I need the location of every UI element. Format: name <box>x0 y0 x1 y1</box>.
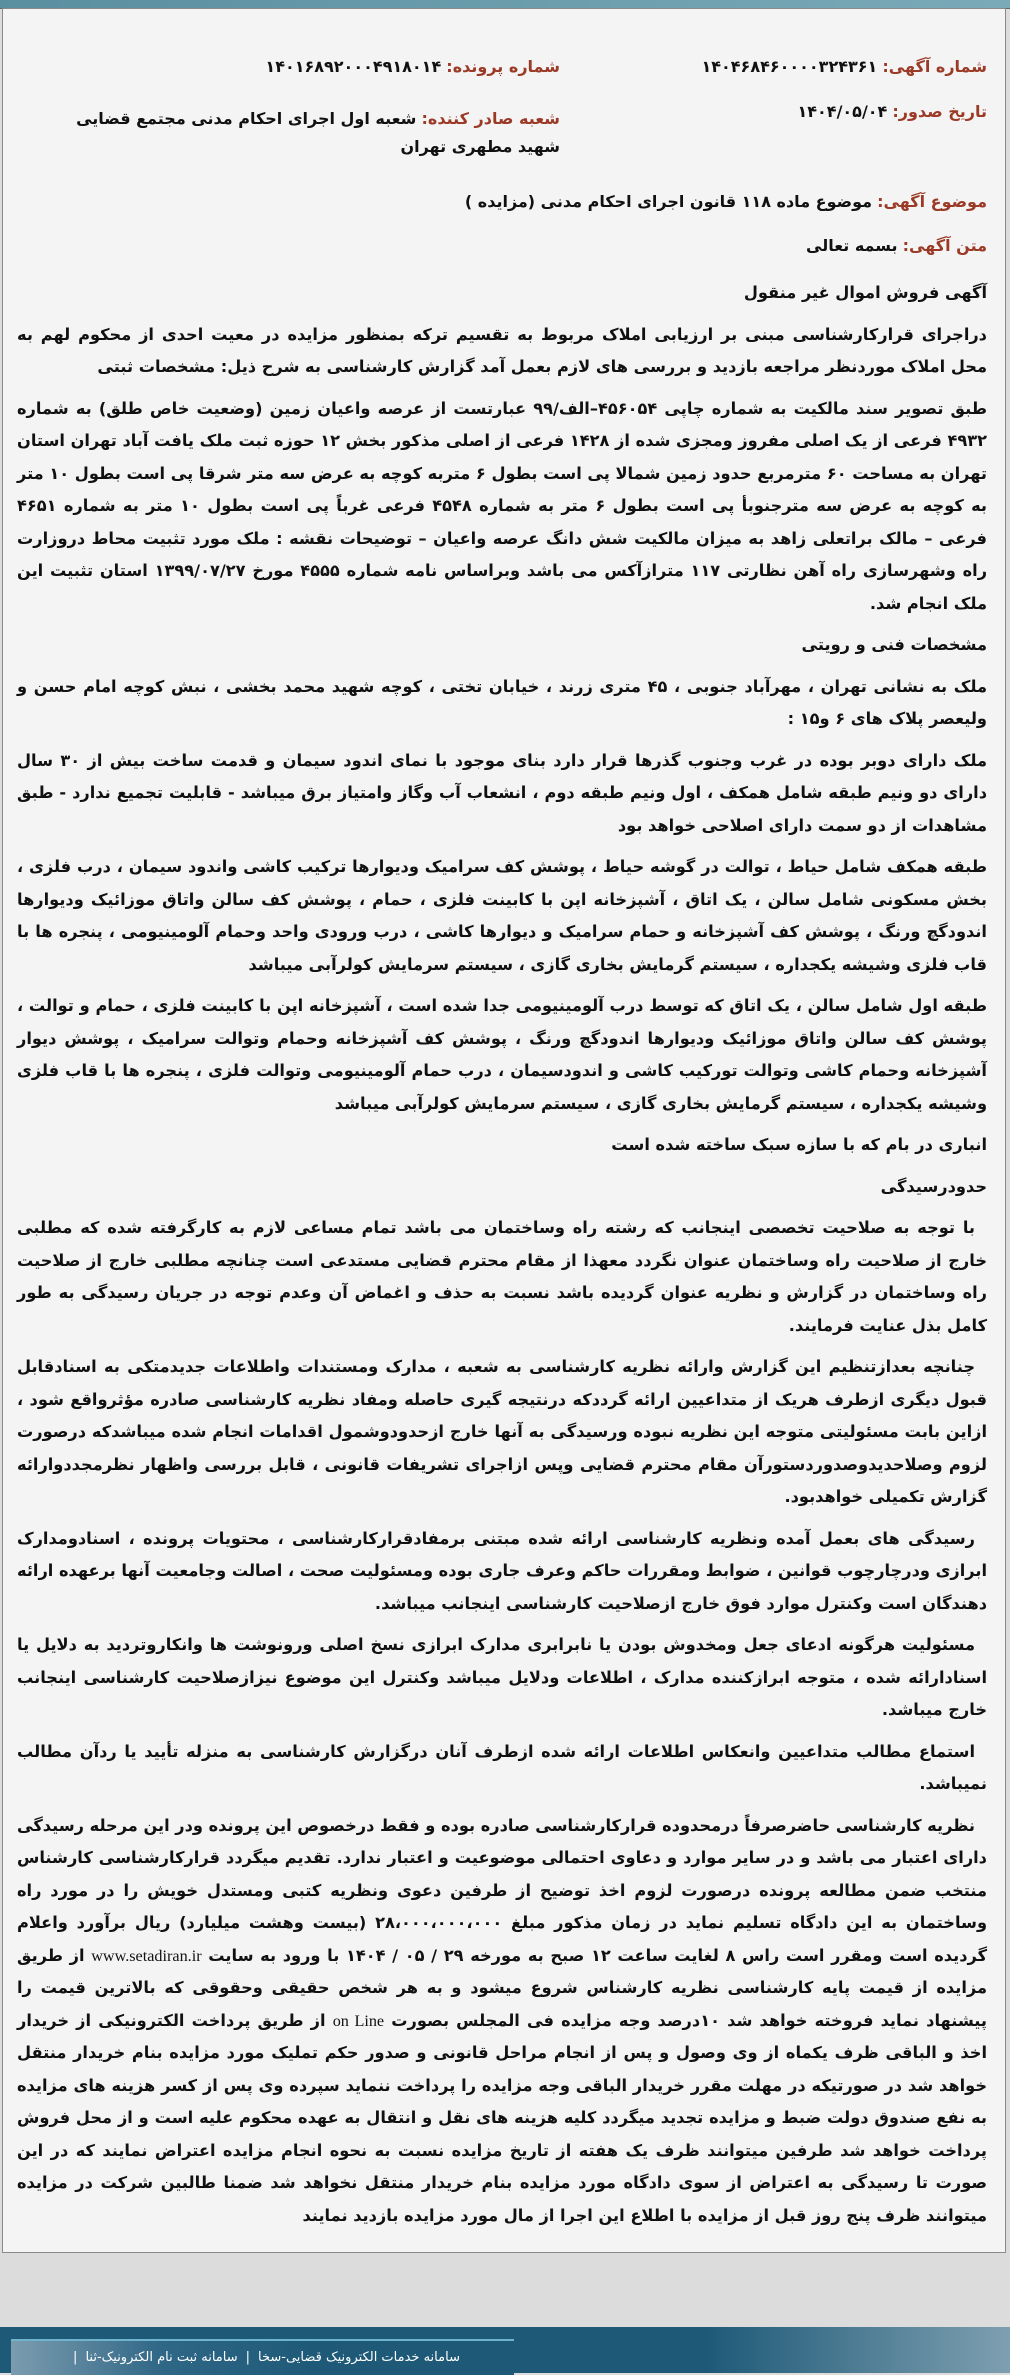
paragraph-storage: انباری در بام که با سازه سبک ساخته شده است <box>611 1135 987 1154</box>
case-number: ۱۴۰۱۶۸۹۲۰۰۰۴۹۱۸۰۱۴ <box>265 57 442 76</box>
paragraph-ground-floor: طبقه همکف شامل حیاط ، توالت در گوشه حیاط ، پوشش کف سرامیک ودیوارها ترکیب کاشی واندود سیمان ، درب فلزی ، بخش مسکونی شامل سالن ، یک اتاق ، آشپزخانه اپن با کابینت فلزی ، حمام ، پوشش کف سالن واتاق موزائیک ودیوارها اندودگچ ورنگ ، پوشش کف آشپزخانه و حمام سرامیک و دیوارها کاشی ، درب ورودی واحد وحمام آلومینیومی ، پنجره ها با قاب فلزی وشیشه یکجداره ، سیستم گرمایش بخاری گازی ، سیستم سرمایش کولرآبی میباشد <box>17 857 987 974</box>
issue-date: ۱۴۰۴/۰۵/۰۴ <box>797 102 888 121</box>
ad-number: ۱۴۰۴۶۸۴۶۰۰۰۰۳۲۴۳۶۱ <box>701 57 878 76</box>
footer-link-sakha[interactable]: سامانه خدمات الکترونیک قضایی-سخا <box>258 2349 460 2365</box>
issuing-branch: شعبه اول اجرای احکام مدنی مجتمع قضایی شهید مطهری تهران <box>76 109 560 156</box>
heading-scope: حدودرسیدگی <box>880 1176 987 1196</box>
issue-date-label: تاریخ صدور: <box>892 102 987 121</box>
issuing-branch-label: شعبه صادر کننده: <box>421 109 560 128</box>
paragraph-first-floor: طبقه اول شامل سالن ، یک اتاق که توسط درب آلومینیومی جدا شده است ، آشپزخانه اپن با کابینت فلزی ، حمام و توالت ، پوشش کف سالن واتاق موزائیک ودیوارها اندودگچ ورنگ ، پوشش کف آشپزخانه وحمام وتوالت سرامیک ، پوشش دیوار آشپزخانه وحمام کاشی وتوالت تورکیب کاشی و اندودسیمان ، درب حمام آلومینیومی وتوالت فلزی ، پنجره ها با قاب فلزی وشیشه یکجداره ، سیستم گرمایش بخاری گازی ، سیستم سرمایش کولرآبی میباشد <box>17 996 987 1113</box>
footer-link-sana[interactable]: سامانه ثبت نام الکترونیک-ثنا <box>85 2349 238 2365</box>
paragraph-registration: طبق تصویر سند مالکیت به شماره چاپی ۴۵۶۰۵۴–الف/۹۹ عبارتست از عرصه واعیان زمین (وضعیت خاص طلق) به شماره ۴۹۳۲ فرعی از یک اصلی مفروز ومجزی شده از ۱۴۲۸ فرعی از اصلی مذکور بخش ۱۲ حوزه ثبت ملک یافت آباد تهران استان تهران به مساحت ۶۰ مترمربع حدود زمین شمالا پی است بطول ۶ متربه کوچه به عرض سه متر شرقا پی است بطول ۱۰ متر به کوچه به عرض سه مترجنوبأ پی است بطول ۶ متر به شماره ۴۵۴۸ فرعی غرباً پی است بطول ۱۰ متر به شماره ۴۶۵۱ فرعی – مالک براتعلی زاهد به میزان مالکیت شش دانگ عرصه واعیان – توضیحات نقشه : ملک مورد تثبیت محاط دروزارت راه وشهرسازی راه آهن نظارتی ۱۱۷ مترازآکس می باشد وبراساس نامه شماره ۴۵۵۵ مورخ ۱۳۹۹/۰۷/۲۷ استان تثبیت این ملک انجام شد. <box>17 398 988 613</box>
text-intro: بسمه تعالی <box>806 236 898 255</box>
paragraph-competence: با توجه به صلاحیت تخصصی اینجانب که رشته راه وساختمان می باشد تمام مساعی لازم به کارگرفته شده که مطلبی خارج از صلاحیت راه وساختمان عنوان نگردد معهذا از مقام محترم قضایی مستدعی است چنانچه مطلبی خارج از صلاحیت راه وساختمان در گزارش و نظریه عنوان گردیده باشد نسبت به حذف و اغماض آن وعدم توجه در جریان رسیدگی به طور کامل بذل عنایت فرمایند. <box>17 1218 987 1335</box>
case-number-row <box>265 57 560 76</box>
issue-date-row <box>798 102 988 121</box>
paragraph-intro: دراجرای قرارکارشناسی مبنی بر ارزیابی املاک مربوط به تقسیم ترکه بمنظور مزایده در معیت احدی از محکوم لهم به محل املاک مورد‌نظر مراجعه بازدید و بررسی های لازم بعمل آمد گزارش کارشناسی به شرح ذیل: مشخصات ثبتی <box>17 324 987 376</box>
subject-row <box>465 192 987 211</box>
subject: موضوع ماده ۱۱۸ قانون اجرای احکام مدنی (مزایده ) <box>464 192 873 211</box>
text-label: متن آگهی: <box>902 236 987 255</box>
auction-terms-part1: نظریه کارشناسی حاضرصرفاً درمحدوده قرارکارشناسی صادره بوده و فقط درخصوص این پرونده ودر این مرحله رسیدگی دارای اعتبار می باشد و در سایر موارد و دعاوی احتمالی موضوعیت و اعتبار ندارد. تقدیم میگردد قرارکارشناسی کارشناس منتخب ضمن مطالعه پرونده درصورت لزوم اخذ توضیح از طرفین دعوی ونظریه کتبی ومستدل خویش را در مورد راه وساختمان به این دادگاه تسلیم نماید در زمان مذکور مبلغ ۲۸،۰۰۰،۰۰۰،۰۰۰ (بیست وهشت میلیارد) ریال برآورد واعلام گردیده است ومقرر است راس ۸ لغایت ساعت ۱۲ صبح به مورخه ۲۹ / ۰۵ / ۱۴۰۴ با ورود به سایت <box>17 1815 988 1965</box>
paragraph-forgery: مسئولیت هرگونه ادعای جعل ومخدوش بودن یا نابرابری مدارک ابرازی نسخ اصلی ورونوشت ها وانکاروتردید به دلایل یا اسنادارائه شده ، متوجه ابرازکننده مدارک ، اطلاعات ودلایل میباشد وکنترل این موضوع نیزازصلاحیت کارشناسی اینجانب خارج میباشد. <box>17 1635 987 1719</box>
paragraph-address: ملک به نشانی تهران ، مهرآباد جنوبی ، ۴۵ متری زرند ، خیابان تختی ، کوچه شهید محمد بخشی ، نبش کوچه امام حسن و ولیعصر پلاک های ۶ و۱۵ : <box>17 676 988 728</box>
notice-body <box>17 277 987 2241</box>
auction-terms-part3: از طریق پرداخت الکترونیکی از خریدار اخذ و الباقی ظرف یکماه از وی وصول و پس از انجام مراحل قانونی و صدور حکم تملیک مورد مزایده بنام خریدار منتقل خواهد شد در صورتیکه در مهلت مقرر خریدار الباقی وجه مزایده را پرداخت ننماید سپرده وی پس از کسر هزینه های مزایده به نفع صندوق دولت ضبط و مزایده تجدید میگردد کلیه هزینه های نقل و انتقال به عهده محکوم علیه است و از محل فروش پرداخت خواهد شد طرفین میتوانند ظرف یک هفته از تاریخ مزایده نسبت به نحوه انجام مزایده اعتراض نمایند که در این صورت تا رسیدگی به اعتراض از سوی دادگاه مورد مزایده بنام خریدار منتقل نخواهد شد ضمنا طالبین شرکت در مزایده میتوانند ظرف پنج روز قبل از مزایده با اطلاع این اجرا از مال مورد مزایده بازدید نمایند <box>17 2010 987 2225</box>
auction-terms-part2: از طریق مزایده از قیمت پایه کارشناسی نظریه کارشناس شروع میشود و به هر شخص حقیقی وحقوقی که بالاترین قیمت را پیشنهاد نماید فروخته خواهد شد ۱۰درصد وجه مزایده فی المجلس بصورت <box>17 1945 987 2030</box>
footer-separator: | <box>73 2349 78 2365</box>
paragraph-basis: رسیدگی های بعمل آمده ونظریه کارشناسی ارائه شده مبتنی برمفادقرارکارشناسی ، محتویات پرونده ، اسنادومدارک ابرازی ودرچارچوب قوانین ، ضوابط ومقررات حاکم وعرف جاری بوده ومسئولیت صحت ، اصالت وجامعیت آنها برعهده ارائه دهندگان است وکنترل موارد فوق خارج ازصلاحیت کارشناسی اینجانب میباشد. <box>17 1528 987 1613</box>
website-link[interactable]: www.setadiran.ir <box>91 1946 202 1965</box>
issuing-branch-row <box>60 105 560 161</box>
notice-panel <box>2 8 1006 2253</box>
online-label: on Line <box>332 2011 385 2030</box>
text-header-row <box>806 236 987 255</box>
paragraph-hearing: استماع مطالب متداعیین وانعکاس اطلاعات ارائه شده ازطرف آنان درگزارش کارشناسی به منزله تأیید یا ردآن مطالب نمیباشد. <box>17 1741 987 1793</box>
ad-number-row <box>701 57 987 76</box>
footer-links <box>11 2341 514 2373</box>
notice-title: آگهی فروش اموال غیر منقول <box>743 283 987 302</box>
heading-technical: مشخصات فنی و رویتی <box>801 635 987 654</box>
paragraph-new-documents: چنانچه بعدازتنظیم این گزارش وارائه نظریه کارشناسی به شعبه ، مدارک ومستندات واطلاعات جدیدمتکی به اسنادقابل قبول دیگری ازطرف هریک از متداعیین ارائه گرددکه درنتیجه گیری حاصله ومفاد نظریه کارشناسی صادره مؤثرواقع شود ، ازاین بابت مسئولیتی متوجه این نظریه نبوده ورسیدگی به آنها خارج ازحدودوشمول اقدامات انجام شده میباشدکه درصورت لزوم وصلاحدیدوصدوردستورآن مقام محترم قضایی وپس ازاجرای تشریفات قانونی ، قابل بررسی واظهار نظرمجددوارائه گزارش تکمیلی خواهدبود. <box>17 1357 987 1506</box>
subject-label: موضوع آگهی: <box>877 192 987 211</box>
case-number-label: شماره پرونده: <box>446 57 560 76</box>
ad-number-label: شماره آگهی: <box>882 57 987 76</box>
paragraph-building: ملک دارای دوبر بوده در غرب وجنوب گذرها قرار دارد بنای موجود با نمای اندود سیمان و قدمت ساخت بیش از ۳۰ سال دارای دو ونیم طبقه شامل همکف ، اول ونیم طبقه دوم ، انشعاب آب وگاز وامتیاز برق میباشد - قابلیت تجمیع ندارد - طبق مشاهدات از دو سمت دارای اصلاحی خواهد بود <box>17 750 987 835</box>
paragraph-auction-terms <box>17 1810 987 2233</box>
footer-separator: | <box>245 2349 251 2365</box>
